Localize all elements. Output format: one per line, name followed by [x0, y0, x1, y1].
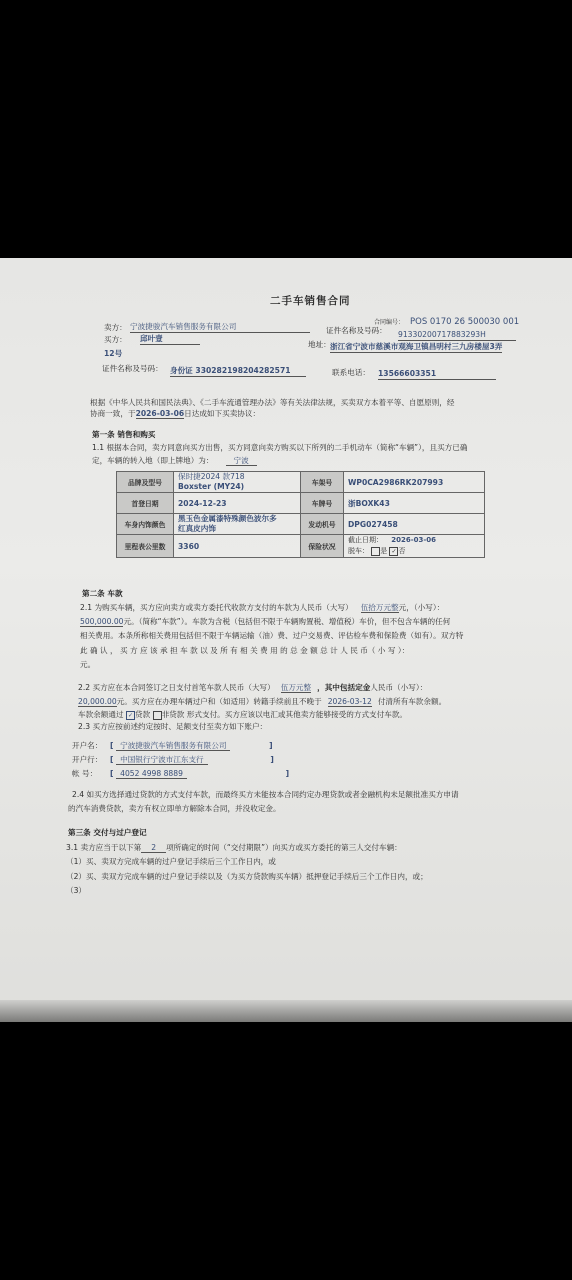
- brand-value: 保时捷2024 款718 Boxster (MY24): [174, 472, 301, 493]
- insurance-yes-checkbox[interactable]: [371, 547, 380, 556]
- article-2-4-line-1: 2.4 如买方选择通过贷款的方式支付车款，而最终买方未能按本合同约定办理贷款或者金融机构未足额批准买方申请: [72, 790, 459, 799]
- article-3-1-prefix: 3.1 卖方应当于以下第: [66, 843, 142, 852]
- seller-name: 宁波捷骏汽车销售服务有限公司: [130, 322, 310, 333]
- article-2-2-line-3: 车款余额通过: [78, 710, 124, 719]
- article-2-1-line-1: 2.1 为购买车辆，买方应向卖方或卖方委托代收款方支付的车款为人民币（大写）: [80, 603, 353, 612]
- price-small: 500,000.00: [80, 617, 124, 626]
- vin-label: 车架号: [301, 472, 344, 493]
- article-2-1-line-3: 相关费用。本条所称相关费用包括但不限于车辆运输（油）费、过户交易费、评估检车费和保险费（如有）。双方特: [80, 631, 464, 640]
- engine-label: 发动机号: [301, 514, 344, 535]
- preamble-line-1: 根据《中华人民共和国民法典》、《二手车流通管理办法》等有关法律法规，买卖双方本着平等、自愿原则，经: [90, 398, 455, 407]
- non-loan-checkbox[interactable]: [153, 711, 162, 720]
- bank-account-name: 宁波捷骏汽车销售服务有限公司: [116, 741, 230, 751]
- deposit-small: 20,000.00: [78, 697, 117, 706]
- bank-label: 开户行：: [72, 755, 103, 764]
- deposit-small-label: 人民币（小写）：: [370, 683, 428, 692]
- article-2-2-line-1: 2.2 买方应在本合同签订之日支付首笔车款人民币（大写）: [78, 683, 275, 692]
- article-1-1-line-2: 定，车辆的转入地（即上牌地）为：: [92, 456, 214, 465]
- article-2-1-line-2: 元。（简称“车款”）。车款为含税（包括但不限于车辆购置税、增值税）车价，但不包含车辆的任何: [123, 617, 451, 626]
- account-number: 4052 4998 8889: [116, 769, 187, 779]
- plate-value: 浙BOXK43: [344, 493, 485, 514]
- contract-no-label: 合同编号：: [374, 319, 405, 326]
- reg-date-value: 2024-12-23: [174, 493, 301, 514]
- article-2-4-line-2: 的汽车消费贷款，卖方有权立即单方解除本合同，并没收定金。: [68, 804, 281, 813]
- seller-id-label: 证件名称及号码：: [326, 326, 387, 335]
- account-label: 帐 号：: [72, 769, 98, 778]
- vehicle-table: [116, 471, 485, 558]
- page-edge: [0, 1000, 572, 1022]
- insurance-no-checkbox[interactable]: ✓: [391, 547, 397, 555]
- bank-account-name-label: 开户名：: [72, 741, 103, 750]
- loan-checkbox[interactable]: ✓: [127, 711, 133, 719]
- plate-label: 车牌号: [301, 493, 344, 514]
- color-label: 车身内饰颜色: [117, 514, 174, 535]
- insurance-label: 保险状况: [301, 535, 344, 558]
- article-2-1-suffix: 元，（小写）：: [398, 603, 445, 612]
- mileage-value: 3360: [174, 535, 301, 558]
- seller-id: 91330200717883293H: [398, 330, 516, 341]
- preamble-suffix: 日达成如下买卖协议：: [184, 409, 261, 418]
- article-1-title: 第一条 销售和购买: [92, 430, 156, 439]
- non-loan-label: 非贷款: [161, 710, 185, 719]
- bank-name: 中国银行宁波市江东支行: [116, 755, 208, 765]
- engine-value: DPG027458: [344, 514, 485, 535]
- reg-date-label: 首登日期: [117, 493, 174, 514]
- buyer-label: 买方：: [104, 335, 127, 344]
- deposit-included: ，其中包括定金: [317, 683, 371, 692]
- balance-deadline: 2026-03-12: [327, 697, 372, 706]
- buyer-name: 邱叶壹: [140, 334, 200, 345]
- article-2-2-line-2: 元。买方应在办理车辆过户和（如适用）转籍手续前且不晚于: [116, 697, 322, 706]
- address-line-1: 浙江省宁波市慈溪市观海卫镇昌明村三九房楼屋3弄: [330, 342, 503, 351]
- contract-title: 二手车销售合同: [270, 295, 351, 307]
- loan-label: 贷款: [134, 710, 151, 719]
- deposit-in-words: 伍万元整: [280, 683, 312, 692]
- article-3-title: 第三条 交付与过户登记: [68, 828, 147, 837]
- article-2-2-line-3-suffix: 形式支付。买方应该以电汇或其他卖方能够接受的方式支付车款。: [186, 710, 408, 719]
- buyer-cert-label: 证件名称及号码：: [102, 364, 163, 373]
- article-3-1-suffix: 项所确定的时间（“交付期限”）向买方或买方委托的第三人交付车辆：: [166, 843, 402, 852]
- address-label: 地址：: [308, 340, 331, 349]
- price-in-words: 伍拾万元整: [360, 603, 399, 612]
- transfer-place: 宁波: [226, 456, 257, 466]
- buyer-cert: 身份证 330282198204282571: [170, 366, 306, 377]
- article-2-title: 第二条 车款: [82, 589, 123, 598]
- mileage-label: 里程表公里数: [117, 535, 174, 558]
- phone: 13566603351: [378, 369, 496, 380]
- article-3-item-2: （2）买、卖双方完成车辆的过户登记手续以及（为买方贷款购买车辆）抵押登记手续后三个工作日内，或；: [66, 872, 428, 881]
- article-3-item-3: （3）: [66, 886, 87, 895]
- article-2-1-line-5: 元。: [80, 660, 96, 669]
- color-value: 黑玉色金属漆特殊颜色波尔多 红真皮内饰: [174, 514, 301, 535]
- article-2-1-line-4: 此 确 认 ， 买 方 应 该 承 担 车 款 以 及 所 有 相 关 费 用 的 总 金 额 总 计 人 民 币（ 小 写 ）：: [80, 646, 410, 655]
- seller-label: 卖方：: [104, 323, 127, 332]
- delivery-option-number: 2: [141, 843, 166, 853]
- insurance-value: 截止日期： 2026-03-06 脱车： 是 ✓ 否: [344, 535, 485, 558]
- article-1-1-line-1: 1.1 根据本合同，卖方同意向买方出售，买方同意向卖方购买以下所列的二手机动车（简称“车辆”），且买方已确: [92, 443, 468, 452]
- article-2-3: 2.3 买方应按前述约定按时、足额支付至卖方如下账户：: [78, 722, 268, 731]
- preamble-date: 2026-03-06: [135, 409, 185, 418]
- article-2-2-line-2-suffix: 付清所有车款余额。: [377, 697, 447, 706]
- preamble-prefix: 协商一致，于: [90, 409, 136, 418]
- vin-value: WP0CA2986RK207993: [344, 472, 485, 493]
- phone-label: 联系电话：: [332, 368, 370, 377]
- brand-label: 品牌及型号: [117, 472, 174, 493]
- article-3-item-1: （1）买、卖双方完成车辆的过户登记手续后三个工作日内，或: [66, 857, 276, 866]
- address-line-2: 12号: [104, 349, 123, 358]
- contract-no: POS 0170 26 500030 001: [410, 317, 520, 327]
